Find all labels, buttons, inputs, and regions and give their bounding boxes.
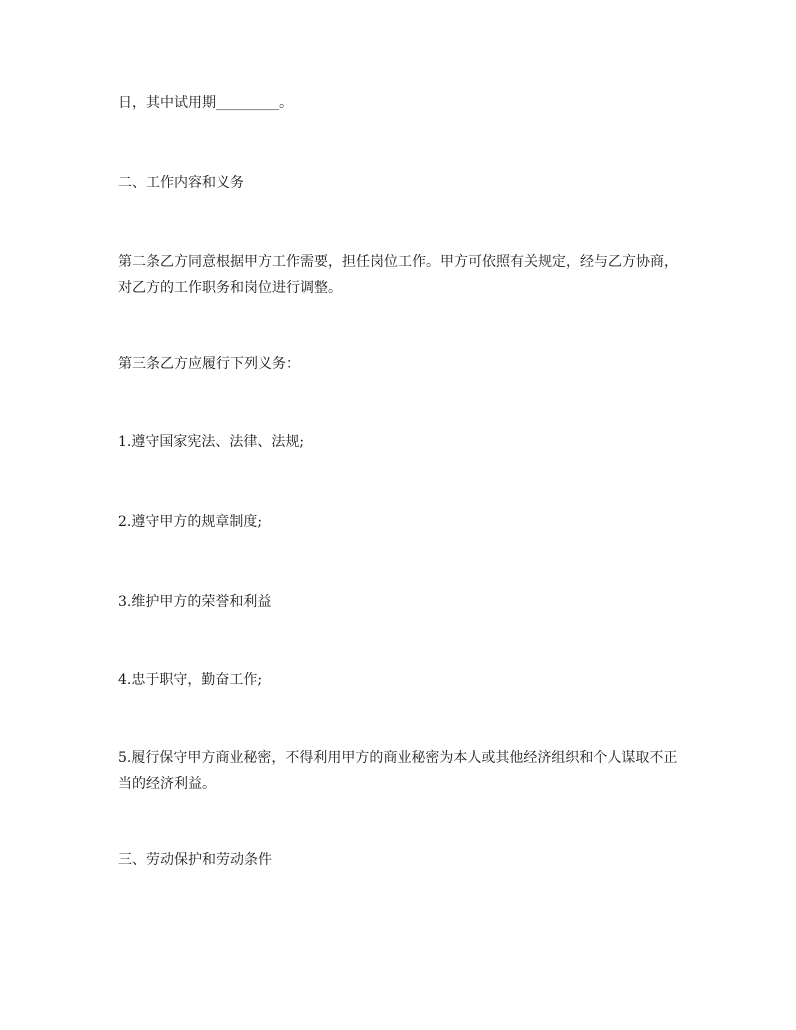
article-3-paragraph: 第三条乙方应履行下列义务： (118, 356, 300, 372)
obligation-item-2: 2.遵守甲方的规章制度; (118, 514, 263, 530)
article-2-paragraph: 第二条乙方同意根据甲方工作需要，担任岗位工作。甲方可依照有关规定，经与乙方协商，对乙方的工作职务和岗位进行调整。 (118, 254, 678, 296)
obligation-item-1: 1.遵守国家宪法、法律、法规; (118, 434, 305, 450)
section-heading-labor-protection: 三、劳动保护和劳动条件 (118, 852, 272, 868)
obligation-item-5: 5.履行保守甲方商业秘密，不得利用甲方的商业秘密为本人或其他经济组织和个人谋取不正当的经济利益。 (118, 750, 678, 792)
obligation-item-3: 3.维护甲方的荣誉和利益 (118, 594, 272, 610)
probation-period-line: 日，其中试用期_________。 (118, 95, 293, 111)
section-heading-work-content: 二、工作内容和义务 (118, 175, 244, 191)
obligation-item-4: 4.忠于职守，勤奋工作; (118, 672, 263, 688)
